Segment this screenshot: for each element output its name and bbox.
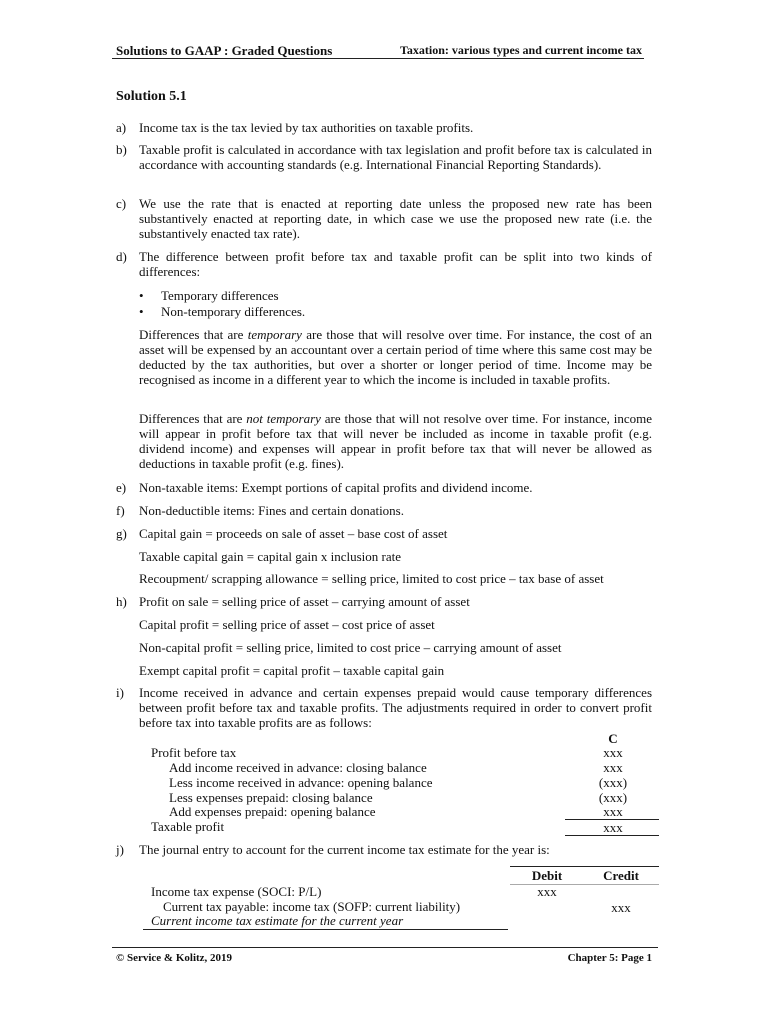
item-g-label: g): [116, 526, 127, 541]
item-d: [116, 249, 652, 279]
item-e-label: e): [116, 480, 127, 495]
item-f-text: Non-deductible items: Fines and certain donations.: [139, 503, 404, 518]
item-b: [116, 142, 652, 172]
item-g-line-3: Recoupment/ scrapping allowance = selling price, limited to cost price – tax base of asset: [139, 571, 604, 586]
table-row-label: Less expenses prepaid: closing balance: [169, 790, 373, 805]
footer-copyright: © Service & Kolitz, 2019: [116, 952, 233, 964]
item-j-label: j): [116, 842, 124, 857]
journal-debit-amount: xxx: [537, 884, 557, 899]
item-g-line-2: Taxable capital gain = capital gain x inclusion rate: [139, 549, 401, 564]
item-j: [116, 842, 652, 857]
item-h-line-2: Capital profit = selling price of asset – cost price of asset: [139, 617, 435, 632]
table-row-label: Add expenses prepaid: opening balance: [169, 804, 376, 819]
item-g: [116, 526, 652, 541]
para-text: are those that will not resolve over time. For instance, income will appear in profit before tax that will never be included as income in taxable profit (e.g. dividend income) and expenses will appear in profit before tax that will never be allowed as deductions in taxable profit (e.g. fines).: [139, 411, 652, 471]
table-row-value: xxx: [603, 760, 623, 775]
footer-page-number: Chapter 5: Page 1: [567, 952, 652, 964]
item-b-text: Taxable profit is calculated in accordance with tax legislation and profit before tax is calculated in accordance with accounting standards (e.g. International Financial Reporting Standards).: [139, 142, 652, 172]
item-a-text: Income tax is the tax levied by tax authorities on taxable profits.: [139, 120, 474, 135]
para-emphasis: not temporary: [246, 411, 321, 426]
item-h-text: Profit on sale = selling price of asset – carrying amount of asset: [139, 594, 470, 609]
temporary-differences-paragraph: [139, 327, 652, 387]
item-h: [116, 594, 652, 609]
item-j-text: The journal entry to account for the current income tax estimate for the year is:: [139, 842, 550, 857]
item-i-label: i): [116, 685, 124, 700]
credit-header: Credit: [603, 868, 639, 883]
item-a-label: a): [116, 120, 127, 135]
bullet-dot: •: [139, 288, 144, 303]
header-book-title: Solutions to GAAP : Graded Questions: [116, 43, 333, 58]
item-d-label: d): [116, 249, 127, 264]
journal-credit-account: Current tax payable: income tax (SOFP: current liability): [163, 899, 461, 914]
table-row-value: xxx: [603, 804, 623, 819]
para-text: Differences that are: [139, 411, 247, 426]
para-text: Differences that are: [139, 327, 248, 342]
item-c-label: c): [116, 196, 127, 211]
table-row-value: (xxx): [598, 790, 628, 805]
item-c: [116, 196, 652, 241]
table-row-label: Less income received in advance: opening balance: [169, 775, 433, 790]
page-header: [112, 42, 644, 59]
item-i-text: Income received in advance and certain expenses prepaid would cause temporary differences between profit before tax and taxable profits. The adjustments required in order to convert profit before tax into taxable profits are as follows:: [139, 685, 652, 730]
journal-bottom-rule: [143, 929, 508, 930]
table-row-value: xxx: [603, 820, 623, 835]
item-f: [116, 503, 652, 518]
item-h-line-3: Non-capital profit = selling price, limited to cost price – carrying amount of asset: [139, 640, 562, 655]
bullet-dot: •: [139, 304, 144, 319]
item-i: [116, 685, 652, 730]
para-text: are those that will resolve over time. For instance, the cost of an asset will be expensed by an accountant over a certain period of time where this same cost may be deducted by the tax authorities, but over a shorter or longer period of time. Income may be recognised as income in a different year to which the income is included in taxable profits.: [139, 327, 652, 387]
item-a: [116, 120, 652, 135]
item-e: [116, 480, 652, 495]
solution-title: Solution 5.1: [116, 89, 187, 104]
table-row-label: Taxable profit: [151, 819, 225, 834]
non-temporary-differences-paragraph: [139, 411, 652, 471]
item-h-line-4: Exempt capital profit = capital profit – taxable capital gain: [139, 663, 445, 678]
bullet-text: Temporary differences: [161, 288, 279, 303]
journal-debit-account: Income tax expense (SOCI: P/L): [151, 884, 322, 899]
table-row-label: Add income received in advance: closing balance: [169, 760, 427, 775]
item-f-label: f): [116, 503, 125, 518]
table-row-value: xxx: [603, 745, 623, 760]
item-h-label: h): [116, 594, 127, 609]
debit-header: Debit: [531, 868, 563, 883]
journal-narration: Current income tax estimate for the current year: [151, 913, 404, 928]
item-c-text: We use the rate that is enacted at reporting date unless the proposed new rate has been substantively enacted at reporting date, in which case we use the proposed new rate (i.e. the substantively enacted tax rate).: [139, 196, 652, 241]
bullet-text: Non-temporary differences.: [161, 304, 306, 319]
journal-top-rule: [510, 866, 659, 867]
item-e-text: Non-taxable items: Exempt portions of capital profits and dividend income.: [139, 480, 533, 495]
item-b-label: b): [116, 142, 127, 157]
header-chapter-title: Taxation: various types and current income tax: [399, 43, 642, 57]
table-row-value: (xxx): [598, 775, 628, 790]
item-g-text: Capital gain = proceeds on sale of asset – base cost of asset: [139, 526, 448, 541]
para-emphasis: temporary: [247, 327, 302, 342]
journal-credit-amount: xxx: [611, 900, 631, 915]
item-d-text: The difference between profit before tax and taxable profit can be split into two kinds of differences:: [139, 249, 652, 279]
adjustments-column-header: C: [608, 731, 618, 746]
table-row-label: Profit before tax: [151, 745, 237, 760]
page-footer: [112, 947, 658, 964]
total-rule: [565, 835, 659, 836]
